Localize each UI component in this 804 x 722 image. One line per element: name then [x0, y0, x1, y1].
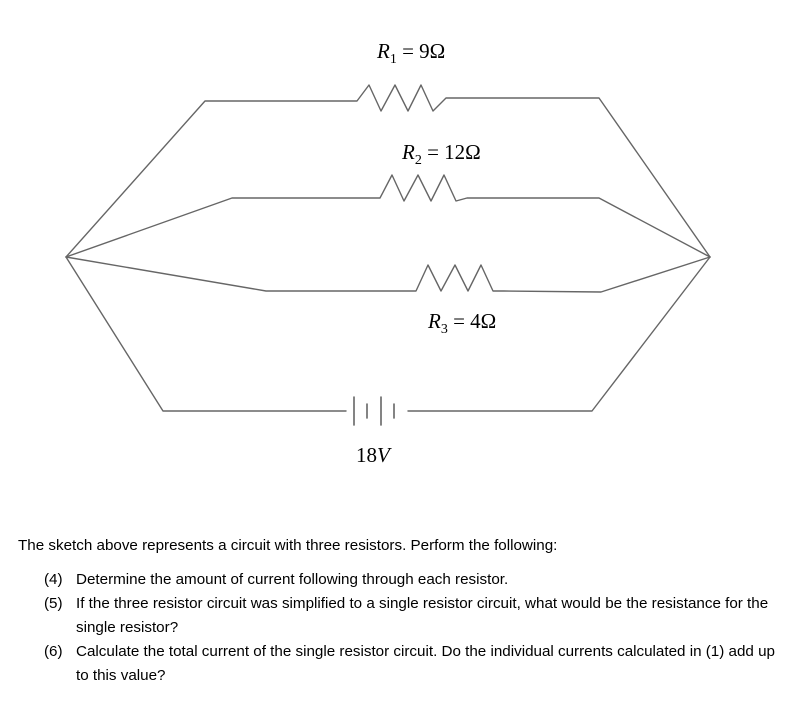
task-item — [18, 592, 788, 640]
question-text — [18, 534, 788, 688]
r2-subscript: 2 — [414, 153, 422, 169]
task-list — [18, 568, 788, 688]
task-text: Calculate the total current of the single resistor circuit. Do the individual currents calculated in (1) add up to this value? — [76, 643, 775, 684]
r3-label — [428, 309, 496, 338]
battery-number: 18 — [356, 443, 377, 467]
r1-label — [377, 39, 445, 68]
battery-symbol — [354, 397, 394, 425]
r2-branch-wire — [66, 175, 710, 257]
battery-unit: V — [377, 443, 390, 467]
r2-value: = 12Ω — [427, 140, 481, 164]
r3-symbol: R — [428, 309, 441, 333]
task-text: Determine the amount of current following through each resistor. — [76, 571, 509, 588]
r1-value: = 9Ω — [402, 39, 446, 63]
task-text: If the three resistor circuit was simplified to a single resistor circuit, what would be the resistance for the single resistor? — [76, 595, 769, 636]
r1-branch-wire — [66, 85, 710, 257]
r3-branch-wire — [66, 257, 710, 292]
intro-text: The sketch above represents a circuit with three resistors. Perform the following: — [18, 537, 558, 554]
task-number: (5) — [44, 595, 63, 612]
r3-subscript: 3 — [440, 322, 448, 338]
r3-value: = 4Ω — [453, 309, 497, 333]
r2-symbol: R — [402, 140, 415, 164]
battery-label — [356, 443, 390, 468]
task-number: (4) — [44, 571, 63, 588]
task-number: (6) — [44, 643, 63, 660]
r1-subscript: 1 — [389, 52, 397, 68]
task-item — [18, 568, 788, 592]
r1-symbol: R — [377, 39, 390, 63]
r2-label — [402, 140, 481, 169]
task-item — [18, 640, 788, 688]
